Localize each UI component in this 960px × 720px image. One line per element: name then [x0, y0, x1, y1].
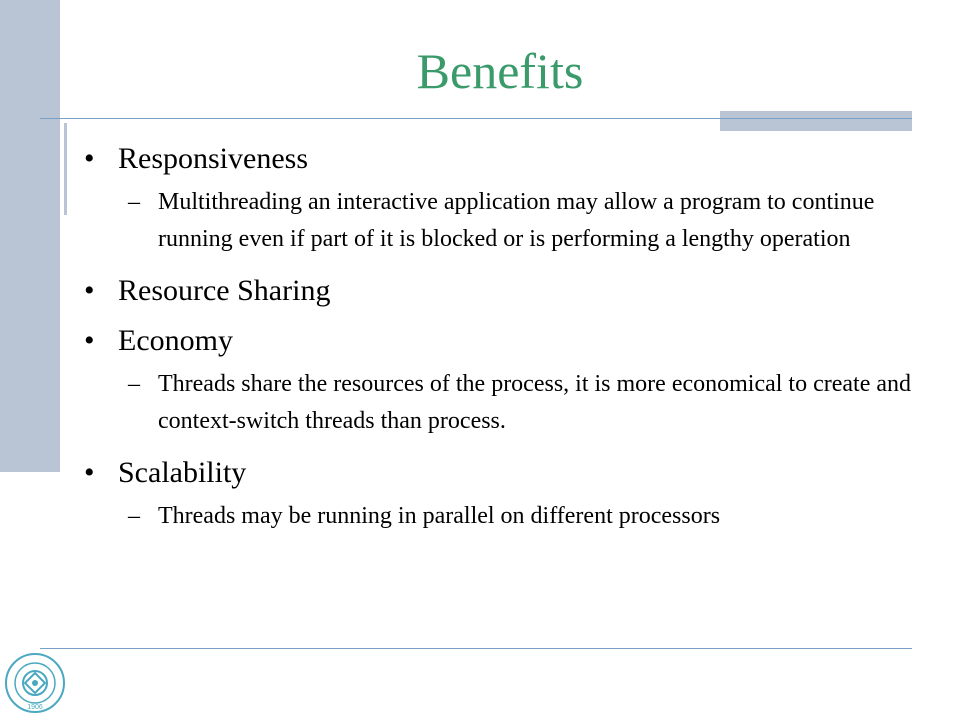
sub-dash: – — [128, 371, 140, 397]
bullet-item — [84, 140, 924, 178]
sub-text: Multithreading an interactive application may allow a program to continue running even if part of it is blocked or is performing a lengthy operation — [158, 189, 875, 252]
bullet-label: Scalability — [118, 456, 247, 489]
vertical-accent-line — [64, 123, 67, 215]
bullet-label: Resource Sharing — [118, 274, 331, 307]
bullet-dot: • — [84, 324, 95, 357]
bullet-label: Responsiveness — [118, 142, 308, 175]
left-decor-bar — [0, 0, 64, 472]
bullet-item — [84, 272, 924, 310]
slide-title: Benefits — [416, 43, 584, 99]
seal-year: 1906 — [27, 704, 43, 711]
sub-text: Threads share the resources of the process, it is more economical to create and context-switch threads than process. — [158, 371, 912, 434]
sub-item — [84, 498, 924, 535]
bullet-dot: • — [84, 142, 95, 175]
bullet-dot: • — [84, 274, 95, 307]
bullet-item — [84, 322, 924, 360]
bottom-divider — [40, 648, 912, 649]
bullet-label: Economy — [118, 324, 233, 357]
bullet-dot: • — [84, 456, 95, 489]
bullet-list — [84, 140, 924, 549]
top-divider — [40, 118, 912, 119]
sub-dash: – — [128, 189, 140, 215]
left-decor-edge — [60, 0, 64, 472]
sub-dash: – — [128, 503, 140, 529]
sub-item — [84, 366, 924, 440]
accent-block — [720, 111, 912, 131]
sub-item — [84, 184, 924, 258]
university-seal-icon — [4, 652, 66, 714]
sub-text: Threads may be running in parallel on different processors — [158, 503, 721, 529]
bullet-item — [84, 454, 924, 492]
